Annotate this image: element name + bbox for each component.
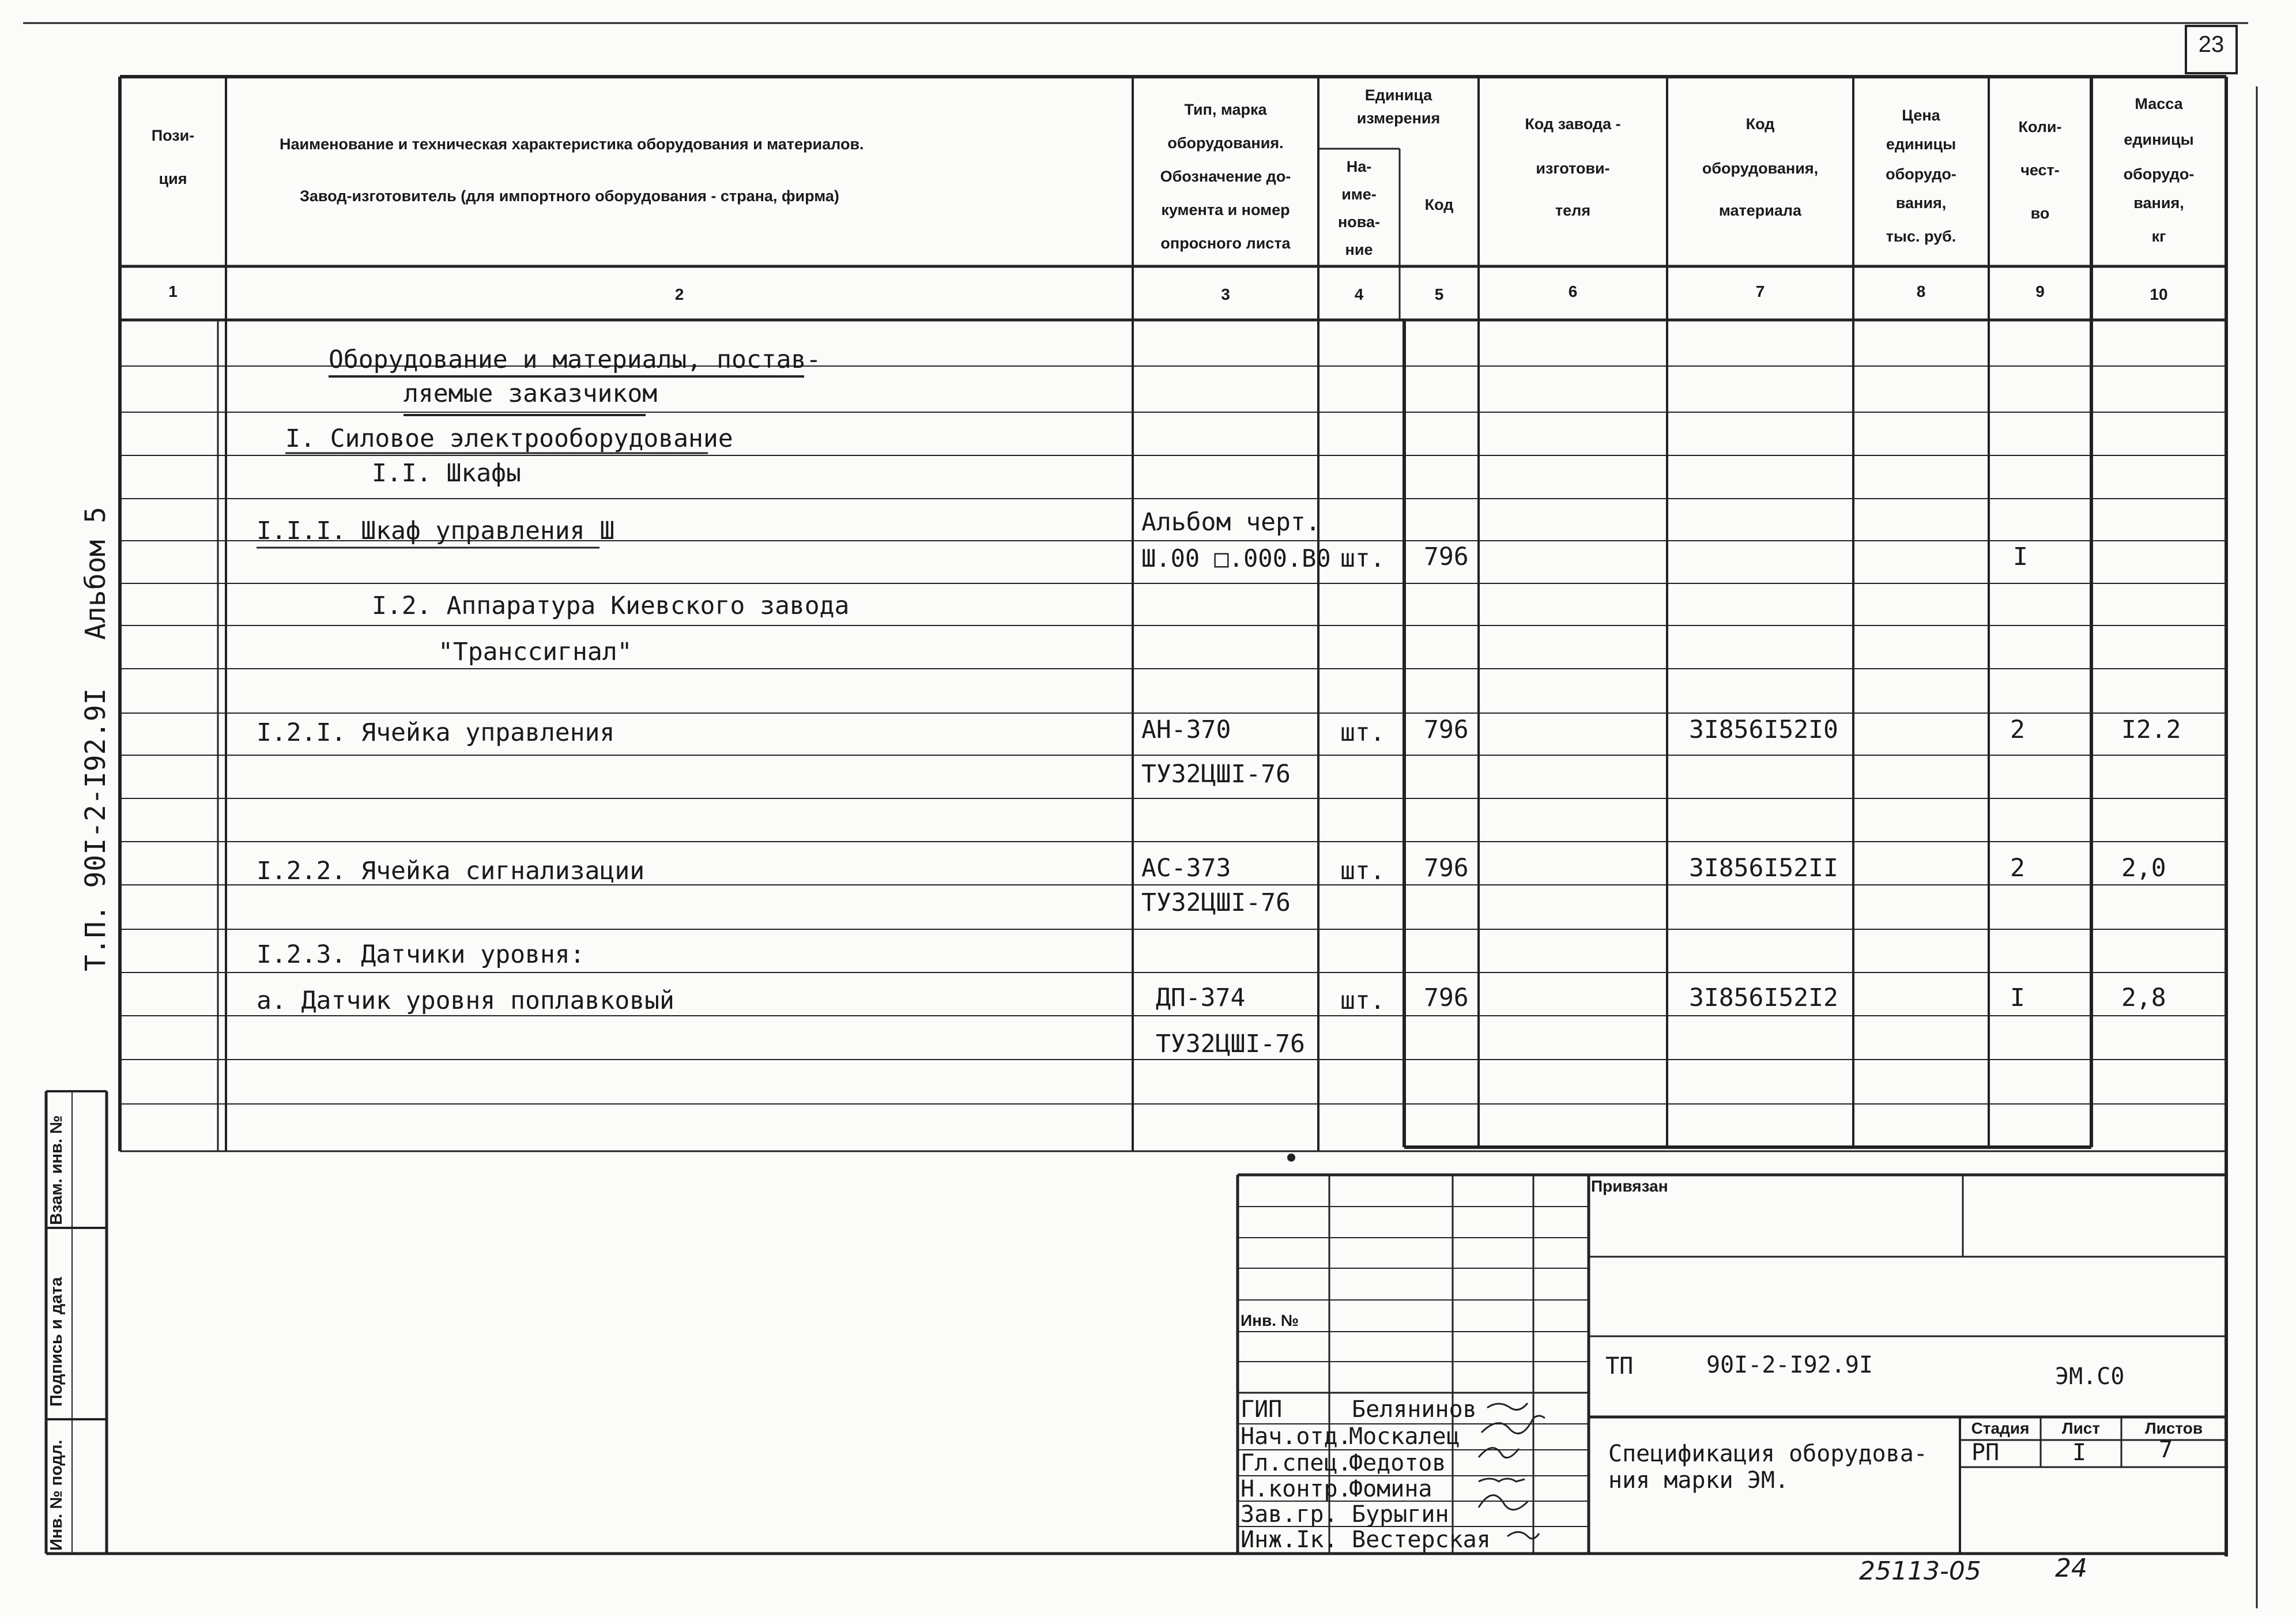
person-name: Москалец [1349,1423,1460,1450]
person-name: Белянинов [1352,1396,1477,1423]
col-number: 2 [674,285,684,303]
item-name: I.2.2. Ячейка сигнализации [257,857,645,885]
role-label: ГИП [1241,1396,1283,1423]
item-quantity: 2 [2010,854,2025,883]
item-unit-code: 796 [1424,983,1469,1012]
subsection-cabinets: I.I. Шкафы [372,459,521,488]
item-unit-code: 796 [1424,854,1469,883]
project-code-vertical: Т.П. 90I-2-I92.9I [80,688,112,971]
item-name: I.I.I. Шкаф управления Ш [257,517,615,545]
item-unit: шт. [1340,718,1385,747]
col-number: 5 [1434,285,1444,303]
inv-no-label: Инв. № [1241,1311,1299,1329]
item-type: АН-370 [1141,715,1231,744]
item-type-doc: ТУ32ЦШI-76 [1141,888,1291,917]
item-unit: шт. [1340,857,1385,885]
item-type-doc: ТУ32ЦШI-76 [1156,1030,1305,1058]
col-number: 8 [1916,282,1926,300]
sheet-number: 24 [2055,1554,2087,1583]
item-mass: 2,0 [2121,854,2166,883]
person-name: Бурыгин [1352,1501,1449,1528]
item-type-doc: Ш.00 □.000.В0 [1141,544,1331,572]
item-mass: I2.2 [2121,715,2181,744]
role-label: Н.контр. [1241,1476,1352,1502]
person-name: Вестерская [1352,1526,1491,1553]
item-name: I.2.I. Ячейка управления [257,718,615,747]
list-value: I [2072,1439,2087,1466]
tp-number: 90I-2-I92.9I [1706,1352,1873,1378]
col-number: 1 [168,282,178,300]
person-name: Фомина [1349,1476,1432,1502]
stadiya-value: РП [1971,1439,2000,1466]
section-title-line2: ляемые заказчиком [404,379,658,408]
item-name: а. Датчик уровня поплавковый [257,986,674,1015]
item-quantity: I [2013,542,2028,571]
item-type: ДП-374 [1156,983,1246,1012]
role-label: Нач.отд. [1241,1423,1352,1450]
item-quantity: I [2010,983,2025,1012]
col-number: 6 [1568,282,1578,300]
subsection-kiev-factory: I.2. Аппаратура Киевского завода [372,591,850,620]
stadiya-label: Стадия [1971,1419,2030,1437]
item-unit: шт. [1340,986,1385,1015]
handwritten-signatures [1476,1389,1614,1556]
item-unit: шт. [1340,544,1385,573]
item-type-doc: ТУ32ЦШI-76 [1141,760,1291,789]
role-label: Гл.спец. [1241,1450,1352,1476]
order-number: 25113-05 [1859,1556,1981,1586]
item-quantity: 2 [2010,715,2025,744]
person-name: Федотов [1349,1450,1446,1476]
item-type: Альбом черт. [1141,508,1321,537]
document-title-line1: Спецификация оборудова- [1608,1441,1928,1467]
list-label: Лист [2061,1419,2101,1437]
document-mark: ЭМ.С0 [2055,1363,2125,1390]
privyazan-label: Привязан [1591,1177,1668,1195]
col-number: 4 [1354,285,1364,303]
document-title-line2: ния марки ЭМ. [1608,1467,1789,1494]
item-unit-code: 796 [1424,542,1469,571]
item-mass: 2,8 [2121,983,2166,1012]
subsection-kiev-factory-name: "Транссигнал" [438,638,632,666]
stamp-inv-podl: Инв. № подл. [47,1439,66,1551]
header-unit-code: Код [1424,196,1454,213]
role-label: Инж.Iк. [1241,1526,1338,1553]
section-title-line1: Оборудование и материалы, постав- [329,345,821,374]
item-type: АС-373 [1141,854,1231,883]
album-label: Альбом 5 [80,506,112,640]
tp-label: ТП [1605,1353,1634,1379]
listov-label: Листов [2144,1419,2203,1437]
item-equipment-code: 3I856I52II [1689,854,1838,883]
col-number: 9 [2035,282,2045,300]
stamp-podpis-data: Подпись и дата [47,1277,66,1407]
col-number: 3 [1221,285,1230,303]
item-equipment-code: 3I856I52I0 [1689,715,1838,744]
page-number: 23 [2198,32,2225,57]
item-unit-code: 796 [1424,715,1469,744]
stamp-vzam-inv: Взам. инв. № [47,1115,66,1225]
section-power-equipment: I. Силовое электрооборудование [285,424,733,453]
col-number: 10 [2150,285,2168,303]
col-number: 7 [1755,282,1765,300]
item-equipment-code: 3I856I52I2 [1689,983,1838,1012]
role-label: Зав.гр. [1241,1501,1338,1528]
item-sensors-heading: I.2.3. Датчики уровня: [257,940,585,969]
listov-value: 7 [2159,1437,2173,1463]
